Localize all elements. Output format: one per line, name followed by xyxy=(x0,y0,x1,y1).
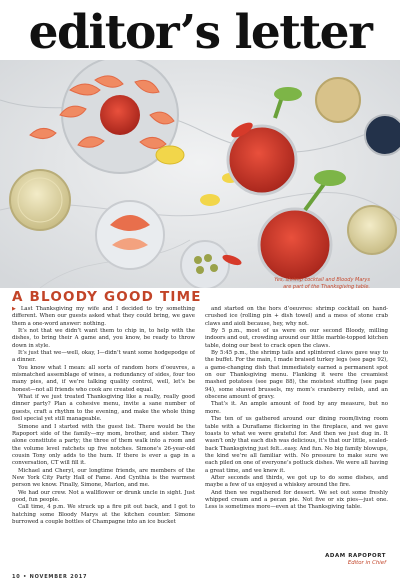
paragraph: It’s just that we—well, okay, I—didn’t want some hodgepodge of a dinner. xyxy=(12,350,195,364)
paragraph: Michael and Cheryl, our longtime friends, are members of the New York City Party Hall of Fame. And Cynthia is the warmest person we know. Finally, Simone, Marlon, and me. xyxy=(12,467,195,489)
column-left xyxy=(12,306,195,560)
page-title: editor’s letter xyxy=(28,5,372,60)
caption-line: Yes, shrimp cocktail and Bloody Marys xyxy=(274,277,370,283)
paragraph: By 5:45 p.m., the shrimp tails and splintered claws gave way to the buffet. For the main, I made braised turkey legs (see page 92), a game-changing dish that immediately earned a permanent spot on our Thanksgiving menu. Flanking it were the creamiest mashed potatoes (see page 88), the moistest stuffing (see page 94), some shaved brussels, my mom’s cranberry relish, and an obscene amount of gravy. xyxy=(205,350,388,401)
paragraph: ▶ Last Thanksgiving my wife and I decided to try something different. When our guests asked what they could bring, we gave them a one-word answer: nothing. xyxy=(12,306,195,327)
paragraph: What if we just treated Thanksgiving like a really, really good dinner party? Plan a cohesive menu, invite a sane number of guests, craft a rhythm to the evening, and make the whole thing feel special yet still manageable. xyxy=(12,394,195,423)
paragraph: We had our crew. Not a wallflower or drunk uncle in sight. Just good, fun people. xyxy=(12,489,195,503)
lead-in-mark-icon: ▶ xyxy=(12,306,21,312)
paragraph: The ten of us gathered around our dining room/living room table with a Duraflame flickering in the fireplace, and we gave toasts to what we were grateful for. And then we just dug in. It wasn’t only that each dish was delicious, it’s that our little, scaled-back Thanksgiving just felt...easy. And fun. No big family blowups, the kind we’re all familiar with. No pressure to make sure we each piled on one of everyone’s potluck dishes. We were all having a great time, and we knew it. xyxy=(205,416,388,474)
paragraph: After seconds and thirds, we got up to do some dishes, and maybe a few of us enjoyed a whiskey around the fire. xyxy=(205,474,388,489)
paragraph: Call time, 4 p.m. We struck up a fire pit out back, and I got to hatching some Bloody Marys at the kitchen counter. Simone burrowed a couple bottles of Champagne into an ice bucket xyxy=(12,504,195,525)
article-body xyxy=(12,306,388,560)
article-headline: A BLOODY GOOD TIME xyxy=(12,289,202,305)
signature-name: ADAM RAPOPORT xyxy=(325,553,386,559)
paragraph: And then we regathered for dessert. We set out some freshly whipped cream and a pecan pie. Not five or six pies—just one. Less is sometimes more—even at the Thanksgiving table. xyxy=(205,489,388,511)
signature xyxy=(325,553,386,567)
signature-role: Editor in Chief xyxy=(347,560,386,566)
caption-line: are part of the Thanksgiving table. xyxy=(283,284,370,290)
paragraph: Simone and I started with the guest list. There would be the Rapoport side of the family—my mom, brother, and sister. They alone constitute a party; the three of them walk into a room and the volume level ratchets up five notches. Simone’s 26-year-old cousin Tony only adds to the hum. If there is ever a gap in a conversation, CT will fill it. xyxy=(12,423,195,467)
hero-photo xyxy=(0,60,400,288)
paragraph: By 5 p.m., most of us were on our second Bloody, milling indoors and out, crowding around our little marble-topped kitchen table, doing our best to crack open the claws. xyxy=(205,328,388,349)
paragraph: That’s it. An ample amount of food by any measure, but no more. xyxy=(205,401,388,415)
paragraph: and started on the hors d’oeuvres: shrimp cocktail on hand-crushed ice (rolling pin + dish towel) and a mess of stone crab claws and aioli because, hey, why not. xyxy=(205,306,388,327)
paragraph: It’s not that we didn’t want them to chip in, to help with the dishes, to bring their A game and, you know, be ready to throw down in style. xyxy=(12,328,195,349)
column-right xyxy=(205,306,388,560)
paragraph: You know what I mean: all sorts of random hors d’oeuvres, a mismatched assemblage of wines, a redundancy of sides, four too many pies, and, if we’re talking quality control, well, let’s be honest—not all friends who cook are created equal. xyxy=(12,364,195,393)
page-folio: 10 • NOVEMBER 2017 xyxy=(12,574,88,580)
